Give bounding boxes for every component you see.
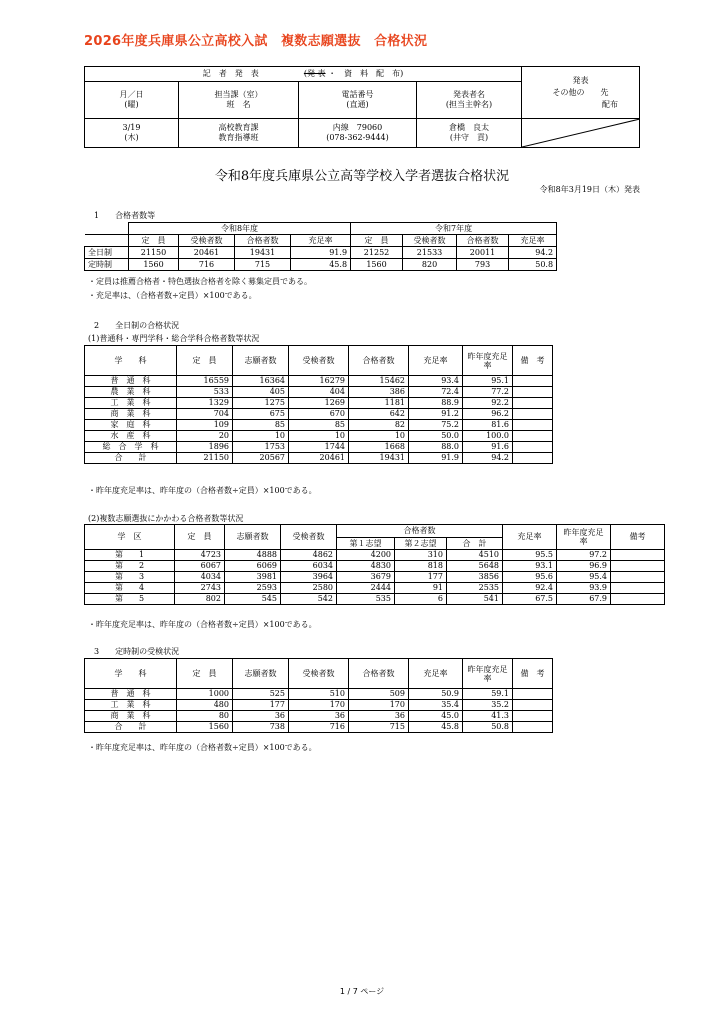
col-passed-a: 合格者数 [235, 235, 291, 247]
table-cell: 3679 [337, 572, 395, 583]
table-cell: 35.4 [409, 700, 463, 711]
col-total: 合 計 [447, 538, 503, 550]
year-a-header: 令和8年度 [129, 223, 351, 235]
table-cell [513, 722, 553, 733]
table-cell: 85 [233, 420, 289, 431]
col-examinees-b: 受検者数 [403, 235, 457, 247]
table-cell [611, 561, 665, 572]
dest-line2: その他の 先 [552, 87, 609, 97]
table-cell: 4830 [337, 561, 395, 572]
table-cell: 59.1 [463, 689, 513, 700]
table-cell: 542 [281, 594, 337, 605]
table-cell: 88.9 [409, 398, 463, 409]
table-cell: 4862 [281, 550, 337, 561]
table-cell: 310 [395, 550, 447, 561]
announcement-header-rest: ・ 資 料 配 布) [328, 69, 404, 78]
row-label: 総 合 学 科 [85, 442, 177, 453]
diagonal-slash [522, 119, 640, 147]
table-cell: 6069 [225, 561, 281, 572]
col-applicants2: 志願者数 [225, 525, 281, 550]
row-label: 第 3 [85, 572, 175, 583]
col-rate: 充足率 [409, 346, 463, 376]
announcement-header [85, 67, 522, 82]
table-cell: 45.8 [409, 722, 463, 733]
table-row [85, 583, 665, 594]
table-cell: 36 [349, 711, 409, 722]
table-cell: 19431 [349, 453, 409, 464]
col-passed2: 合格者数 [337, 525, 503, 538]
section1-note1: ・定員は推薦合格者・特色選抜合格者を除く募集定員である。 [88, 277, 312, 286]
page-footer: 1 / 7 ページ [339, 987, 385, 996]
table-cell: 96.2 [463, 409, 513, 420]
table-row [85, 572, 665, 583]
table-cell: 535 [337, 594, 395, 605]
announcement-header-text: 記 者 発 表 [202, 69, 259, 78]
table-cell: 1000 [177, 689, 233, 700]
row-label: 工 業 科 [85, 700, 177, 711]
table-cell: 716 [289, 722, 349, 733]
table-cell: 2580 [281, 583, 337, 594]
table-cell: 3964 [281, 572, 337, 583]
table-cell: 20567 [233, 453, 289, 464]
col-second-choice: 第２志望 [395, 538, 447, 550]
col-prev-rate2: 昨年度充足率 [557, 525, 611, 550]
ann-val-dest-empty [522, 119, 640, 148]
table-row [85, 409, 553, 420]
table-cell: 2444 [337, 583, 395, 594]
table-cell: 50.9 [409, 689, 463, 700]
table-cell: 2743 [175, 583, 225, 594]
table-cell: 3981 [225, 572, 281, 583]
table-cell: 177 [395, 572, 447, 583]
table-cell: 1269 [289, 398, 349, 409]
col-applicants: 志願者数 [233, 346, 289, 376]
table-cell: 16279 [289, 376, 349, 387]
col-capacity-a: 定 員 [129, 235, 179, 247]
row-label: 第 4 [85, 583, 175, 594]
table-cell: 35.2 [463, 700, 513, 711]
table-cell: 704 [177, 409, 233, 420]
col-examinees-a: 受検者数 [179, 235, 235, 247]
table-cell: 77.2 [463, 387, 513, 398]
announcement-table [84, 66, 640, 148]
table-cell: 1329 [177, 398, 233, 409]
table-cell: 109 [177, 420, 233, 431]
table-cell: 545 [225, 594, 281, 605]
section2-table2 [84, 524, 665, 605]
table-row [85, 689, 553, 700]
announcement-dest-header [522, 67, 640, 119]
row-label: 普 通 科 [85, 376, 177, 387]
table-cell: 95.5 [503, 550, 557, 561]
table-cell: 2593 [225, 583, 281, 594]
table-cell: 75.2 [409, 420, 463, 431]
table-cell [611, 550, 665, 561]
col-capacity: 定 員 [177, 346, 233, 376]
table-cell: 91.6 [463, 442, 513, 453]
document-title: 令和8年度兵庫県公立高等学校入学者選抜合格状況 [214, 169, 510, 184]
table-cell: 170 [289, 700, 349, 711]
table-cell: 97.2 [557, 550, 611, 561]
table-cell: 738 [233, 722, 289, 733]
dest-line3: 配布 [602, 99, 618, 109]
table-cell: 94.2 [463, 453, 513, 464]
ann-col-dept: 担当課（室） 班 名 [179, 82, 299, 119]
col-rate3: 充足率 [409, 659, 463, 689]
table-cell: 91.2 [409, 409, 463, 420]
table-row [85, 550, 665, 561]
section2-heading: 2 全日制の合格状況 [94, 321, 180, 330]
table-row: 定時制 1560 716 715 45.8 1560 820 793 50.8 [85, 259, 557, 271]
col-rate2: 充足率 [503, 525, 557, 550]
col-prev-rate3: 昨年度充足率 [463, 659, 513, 689]
table-cell: 67.9 [557, 594, 611, 605]
row-label: 合 計 [85, 722, 177, 733]
table-cell: 1668 [349, 442, 409, 453]
table-cell: 170 [349, 700, 409, 711]
table-cell: 95.1 [463, 376, 513, 387]
table-cell: 405 [233, 387, 289, 398]
table-cell: 4510 [447, 550, 503, 561]
table-cell: 2535 [447, 583, 503, 594]
col-passed-b: 合格者数 [457, 235, 509, 247]
table-cell: 510 [289, 689, 349, 700]
table-cell [513, 420, 553, 431]
table-cell: 533 [177, 387, 233, 398]
section2-note2: ・昨年度充足率は、昨年度の（合格者数÷定員）×100である。 [88, 620, 317, 629]
table-cell [513, 398, 553, 409]
table-cell: 72.4 [409, 387, 463, 398]
table-row [85, 722, 553, 733]
section2-note: ・昨年度充足率は、昨年度の（合格者数÷定員）×100である。 [88, 486, 317, 495]
table-cell [513, 700, 553, 711]
table-cell: 96.9 [557, 561, 611, 572]
table-row: 全日制 21150 20461 19431 91.9 21252 21533 20011 94.2 [85, 247, 557, 259]
table-cell: 21150 [177, 453, 233, 464]
table-cell: 4723 [175, 550, 225, 561]
table-cell: 4034 [175, 572, 225, 583]
table-cell: 10 [349, 431, 409, 442]
table-cell: 1181 [349, 398, 409, 409]
row-label: 第 2 [85, 561, 175, 572]
table-cell: 509 [349, 689, 409, 700]
table-cell [611, 583, 665, 594]
row-label: 水 産 科 [85, 431, 177, 442]
section3-heading: 3 定時制の受検状況 [94, 647, 180, 656]
table-cell: 67.5 [503, 594, 557, 605]
table-cell [611, 572, 665, 583]
table-cell: 10 [289, 431, 349, 442]
table-cell [513, 431, 553, 442]
table-cell: 6067 [175, 561, 225, 572]
table-cell [513, 376, 553, 387]
document-banner-title: 2026年度兵庫県公立高校入試 複数志願選抜 合格状況 [84, 34, 428, 49]
ann-col-phone: 電話番号 (直通) [299, 82, 417, 119]
col-capacity2: 定 員 [175, 525, 225, 550]
table-row [85, 398, 553, 409]
table-cell: 50.8 [463, 722, 513, 733]
document-date: 令和8年3月19日（木）発表 [539, 185, 640, 194]
table-cell: 36 [289, 711, 349, 722]
table-cell: 36 [233, 711, 289, 722]
table-cell: 16559 [177, 376, 233, 387]
ann-val-phone: 内線 79060 (078-362-9444) [299, 119, 417, 148]
table-cell: 95.4 [557, 572, 611, 583]
table-cell: 480 [177, 700, 233, 711]
ann-val-dept: 高校教育課 教育指導班 [179, 119, 299, 148]
col-rate-b: 充足率 [509, 235, 557, 247]
table-row [85, 561, 665, 572]
table-row [85, 442, 553, 453]
row-label: 合 計 [85, 453, 177, 464]
table-cell: 675 [233, 409, 289, 420]
table-cell: 386 [349, 387, 409, 398]
table-cell: 92.4 [503, 583, 557, 594]
col-subject3: 学 科 [85, 659, 177, 689]
ann-val-presenter: 倉橋 良太 (井守 貢) [417, 119, 522, 148]
table-cell: 670 [289, 409, 349, 420]
table-cell: 50.0 [409, 431, 463, 442]
col-rate-a: 充足率 [291, 235, 351, 247]
row-label: 第 1 [85, 550, 175, 561]
row-label: 農 業 科 [85, 387, 177, 398]
table-cell [513, 409, 553, 420]
table-cell: 5648 [447, 561, 503, 572]
table-cell [513, 711, 553, 722]
col-examinees3: 受検者数 [289, 659, 349, 689]
table-cell: 81.6 [463, 420, 513, 431]
table-row [85, 453, 553, 464]
col-first-choice: 第１志望 [337, 538, 395, 550]
section3-note: ・昨年度充足率は、昨年度の（合格者数÷定員）×100である。 [88, 743, 317, 752]
col-passed: 合格者数 [349, 346, 409, 376]
table-cell: 404 [289, 387, 349, 398]
table-cell: 20461 [289, 453, 349, 464]
table-cell: 6034 [281, 561, 337, 572]
table-cell: 20 [177, 431, 233, 442]
table-cell: 818 [395, 561, 447, 572]
table-cell: 41.3 [463, 711, 513, 722]
table-row [85, 594, 665, 605]
table-cell: 92.2 [463, 398, 513, 409]
col-passed3: 合格者数 [349, 659, 409, 689]
announcement-header-struck: (発 表 [303, 69, 326, 78]
table-cell: 16364 [233, 376, 289, 387]
table-cell: 93.4 [409, 376, 463, 387]
col-capacity-b: 定 員 [351, 235, 403, 247]
row-label: 第 5 [85, 594, 175, 605]
table-cell: 1744 [289, 442, 349, 453]
table-cell: 4888 [225, 550, 281, 561]
col-capacity3: 定 員 [177, 659, 233, 689]
table-cell: 85 [289, 420, 349, 431]
section2-sub1: (1)普通科・専門学科・総合学科合格者数等状況 [88, 334, 260, 343]
table-cell: 642 [349, 409, 409, 420]
section2-sub2: (2)複数志願選抜にかかわる合格者数等状況 [88, 514, 244, 523]
row-label: 商 業 科 [85, 409, 177, 420]
table-cell: 100.0 [463, 431, 513, 442]
col-examinees: 受検者数 [289, 346, 349, 376]
table-cell: 15462 [349, 376, 409, 387]
section3-table [84, 658, 553, 733]
table-cell: 3856 [447, 572, 503, 583]
ann-col-date: 月／日 (曜) [85, 82, 179, 119]
table-row [85, 431, 553, 442]
row-label: 商 業 科 [85, 711, 177, 722]
section2-table1 [84, 345, 553, 464]
table-cell: 88.0 [409, 442, 463, 453]
table-cell: 802 [175, 594, 225, 605]
col-prev-rate: 昨年度充足率 [463, 346, 513, 376]
col-subject: 学 科 [85, 346, 177, 376]
table-cell: 91 [395, 583, 447, 594]
table-cell: 80 [177, 711, 233, 722]
table-cell: 91.9 [409, 453, 463, 464]
ann-val-date: 3/19 (木) [85, 119, 179, 148]
table-cell: 82 [349, 420, 409, 431]
ann-col-presenter: 発表者名 (担当主幹名) [417, 82, 522, 119]
dest-line1: 発表 [572, 75, 589, 85]
row-label: 普 通 科 [85, 689, 177, 700]
table-row [85, 420, 553, 431]
col-examinees2: 受検者数 [281, 525, 337, 550]
table-row [85, 387, 553, 398]
table-cell: 93.1 [503, 561, 557, 572]
table-cell [513, 453, 553, 464]
table-cell: 1560 [177, 722, 233, 733]
section1-note2: ・充足率は、（合格者数÷定員）×100である。 [88, 291, 257, 300]
table-row [85, 711, 553, 722]
table-cell [513, 689, 553, 700]
section1-table [84, 222, 557, 271]
table-cell: 4200 [337, 550, 395, 561]
section1-heading: 1 合格者数等 [94, 211, 156, 220]
table-cell: 1896 [177, 442, 233, 453]
table-cell [513, 387, 553, 398]
year-b-header: 令和7年度 [351, 223, 557, 235]
table-cell: 541 [447, 594, 503, 605]
col-remarks3: 備 考 [513, 659, 553, 689]
row-label: 工 業 科 [85, 398, 177, 409]
table-row [85, 376, 553, 387]
table-cell: 1275 [233, 398, 289, 409]
row-label: 家 庭 科 [85, 420, 177, 431]
table-cell: 1753 [233, 442, 289, 453]
col-remarks2: 備考 [611, 525, 665, 550]
col-district: 学 区 [85, 525, 175, 550]
table-cell [513, 442, 553, 453]
col-applicants3: 志願者数 [233, 659, 289, 689]
table-row [85, 700, 553, 711]
table-cell: 95.6 [503, 572, 557, 583]
col-remarks: 備 考 [513, 346, 553, 376]
table-cell: 10 [233, 431, 289, 442]
table-cell: 715 [349, 722, 409, 733]
table-cell: 177 [233, 700, 289, 711]
table-cell: 45.0 [409, 711, 463, 722]
table-cell [611, 594, 665, 605]
table-cell: 93.9 [557, 583, 611, 594]
table-cell: 6 [395, 594, 447, 605]
table-cell: 525 [233, 689, 289, 700]
